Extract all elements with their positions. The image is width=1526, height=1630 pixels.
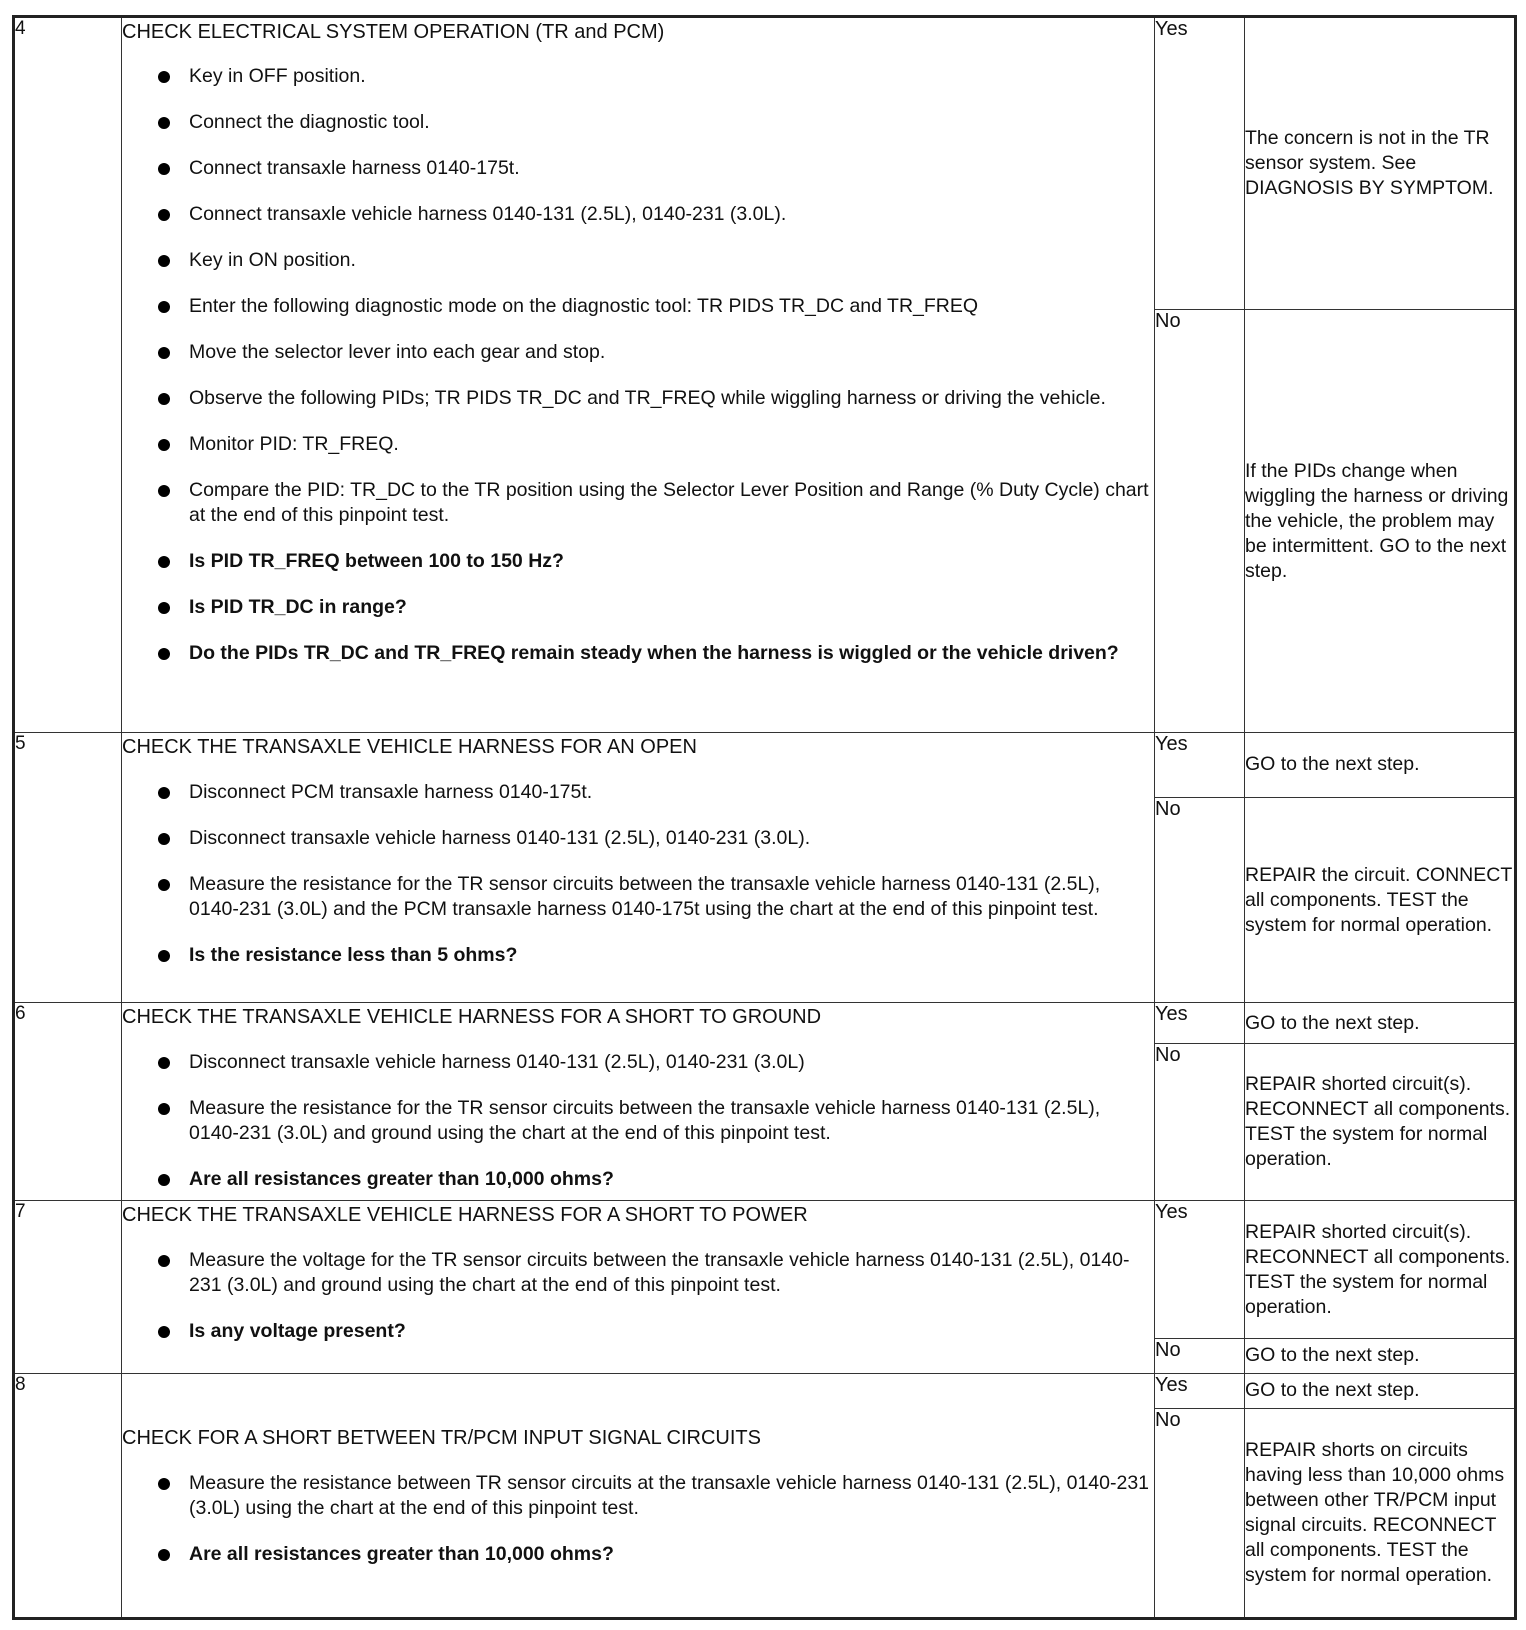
step-list — [122, 1248, 1154, 1344]
result-yes: Yes — [1155, 17, 1245, 310]
no-action: If the PIDs change when wiggling the harness or driving the vehicle, the problem may be intermittent. GO to the next step. — [1245, 310, 1516, 733]
step-number: 6 — [14, 1003, 122, 1201]
no-action: REPAIR the circuit. CONNECT all components. TEST the system for normal operation. — [1245, 797, 1516, 1002]
step-title: CHECK ELECTRICAL SYSTEM OPERATION (TR and PCM) — [122, 21, 665, 43]
list-item: Disconnect PCM transaxle harness 0140-175t. — [122, 780, 1154, 805]
list-item: Connect transaxle harness 0140-175t. — [122, 156, 1154, 181]
bullet-icon — [158, 1326, 170, 1338]
bullet-icon — [158, 1057, 170, 1069]
bullet-icon — [158, 117, 170, 129]
yes-action: The concern is not in the TR sensor system. See DIAGNOSIS BY SYMPTOM. — [1245, 17, 1516, 310]
step-action-cell — [122, 1003, 1155, 1201]
result-no: No — [1155, 1044, 1245, 1201]
step-number: 5 — [14, 732, 122, 1002]
bullet-icon — [158, 1478, 170, 1490]
yes-action: GO to the next step. — [1245, 1003, 1516, 1044]
bullet-icon — [158, 255, 170, 267]
step-title: CHECK THE TRANSAXLE VEHICLE HARNESS FOR A SHORT TO POWER — [122, 1204, 808, 1227]
result-yes: Yes — [1155, 732, 1245, 797]
step-list — [122, 64, 1154, 666]
question-item: Are all resistances greater than 10,000 ohms? — [122, 1167, 1154, 1192]
list-item: Disconnect transaxle vehicle harness 0140-131 (2.5L), 0140-231 (3.0L). — [122, 826, 1154, 851]
list-item: Monitor PID: TR_FREQ. — [122, 432, 1154, 457]
question-item: Are all resistances greater than 10,000 ohms? — [122, 1542, 1154, 1567]
bullet-icon — [158, 439, 170, 451]
step-number: 4 — [14, 17, 122, 733]
bullet-icon — [158, 1255, 170, 1267]
yes-action: GO to the next step. — [1245, 1373, 1516, 1408]
bullet-icon — [158, 485, 170, 497]
list-item: Measure the resistance for the TR sensor circuits between the transaxle vehicle harness 0140-131 (2.5L), 0140-231 (3.0L) and the PCM transaxle harness 0140-175t using the chart at the end of this pinpoint test. — [122, 872, 1154, 922]
step-list — [122, 780, 1154, 968]
bullet-icon — [158, 879, 170, 891]
result-yes: Yes — [1155, 1373, 1245, 1408]
yes-action: REPAIR shorted circuit(s). RECONNECT all components. TEST the system for normal operation. — [1245, 1201, 1516, 1338]
list-item: Move the selector lever into each gear and stop. — [122, 340, 1154, 365]
step-row-7 — [14, 1201, 1516, 1338]
step-row-6 — [14, 1003, 1516, 1044]
step-title: CHECK THE TRANSAXLE VEHICLE HARNESS FOR AN OPEN — [122, 735, 697, 758]
no-action: GO to the next step. — [1245, 1338, 1516, 1373]
yes-action: GO to the next step. — [1245, 732, 1516, 797]
bullet-icon — [158, 393, 170, 405]
list-item: Key in OFF position. — [122, 64, 1154, 89]
step-action-cell — [122, 1201, 1155, 1373]
bullet-icon — [158, 1174, 170, 1186]
question-item: Do the PIDs TR_DC and TR_FREQ remain steady when the harness is wiggled or the vehicle driven? — [122, 641, 1154, 666]
bullet-icon — [158, 209, 170, 221]
no-action: REPAIR shorted circuit(s). RECONNECT all components. TEST the system for normal operation. — [1245, 1044, 1516, 1201]
list-item: Measure the resistance between TR sensor circuits at the transaxle vehicle harness 0140-131 (2.5L), 0140-231 (3.0L) using the chart at the end of this pinpoint test. — [122, 1471, 1154, 1521]
step-row-5 — [14, 732, 1516, 797]
bullet-icon — [158, 71, 170, 83]
step-title: CHECK FOR A SHORT BETWEEN TR/PCM INPUT SIGNAL CIRCUITS — [122, 1426, 761, 1449]
result-yes: Yes — [1155, 1003, 1245, 1044]
list-item: Connect the diagnostic tool. — [122, 110, 1154, 135]
no-action: REPAIR shorts on circuits having less than 10,000 ohms between other TR/PCM input signal circuits. RECONNECT all components. TEST the system for normal operation. — [1245, 1408, 1516, 1618]
step-list — [122, 1471, 1154, 1567]
bullet-icon — [158, 347, 170, 359]
bullet-icon — [158, 163, 170, 175]
bullet-icon — [158, 1549, 170, 1561]
result-no: No — [1155, 1408, 1245, 1618]
result-no: No — [1155, 310, 1245, 733]
step-action-cell — [122, 17, 1155, 733]
bullet-icon — [158, 1103, 170, 1115]
question-item: Is PID TR_DC in range? — [122, 595, 1154, 620]
list-item: Connect transaxle vehicle harness 0140-131 (2.5L), 0140-231 (3.0L). — [122, 202, 1154, 227]
bullet-icon — [158, 648, 170, 660]
bullet-icon — [158, 556, 170, 568]
step-number: 8 — [14, 1373, 122, 1618]
step-number: 7 — [14, 1201, 122, 1373]
list-item: Key in ON position. — [122, 248, 1154, 273]
bullet-icon — [158, 787, 170, 799]
pinpoint-test-table — [12, 15, 1517, 1620]
list-item: Enter the following diagnostic mode on the diagnostic tool: TR PIDS TR_DC and TR_FREQ — [122, 294, 1154, 319]
bullet-icon — [158, 301, 170, 313]
bullet-icon — [158, 950, 170, 962]
step-row-8 — [14, 1373, 1516, 1408]
question-item: Is any voltage present? — [122, 1319, 1154, 1344]
list-item: Observe the following PIDs; TR PIDS TR_DC and TR_FREQ while wiggling harness or driving the vehicle. — [122, 386, 1154, 411]
result-no: No — [1155, 797, 1245, 1002]
step-list — [122, 1050, 1154, 1192]
step-action-cell — [122, 1373, 1155, 1618]
result-no: No — [1155, 1338, 1245, 1373]
question-item: Is PID TR_FREQ between 100 to 150 Hz? — [122, 549, 1154, 574]
bullet-icon — [158, 833, 170, 845]
list-item: Compare the PID: TR_DC to the TR position using the Selector Lever Position and Range (% Duty Cycle) chart at the end of this pinpoint test. — [122, 478, 1154, 528]
step-action-cell — [122, 732, 1155, 1002]
list-item: Measure the voltage for the TR sensor circuits between the transaxle vehicle harness 0140-131 (2.5L), 0140-231 (3.0L) and ground using the chart at the end of this pinpoint test. — [122, 1248, 1154, 1298]
question-item: Is the resistance less than 5 ohms? — [122, 943, 1154, 968]
step-row-4 — [14, 17, 1516, 310]
step-title: CHECK THE TRANSAXLE VEHICLE HARNESS FOR A SHORT TO GROUND — [122, 1006, 822, 1029]
list-item: Measure the resistance for the TR sensor circuits between the transaxle vehicle harness 0140-131 (2.5L), 0140-231 (3.0L) and ground using the chart at the end of this pinpoint test. — [122, 1096, 1154, 1146]
list-item: Disconnect transaxle vehicle harness 0140-131 (2.5L), 0140-231 (3.0L) — [122, 1050, 1154, 1075]
bullet-icon — [158, 602, 170, 614]
result-yes: Yes — [1155, 1201, 1245, 1338]
